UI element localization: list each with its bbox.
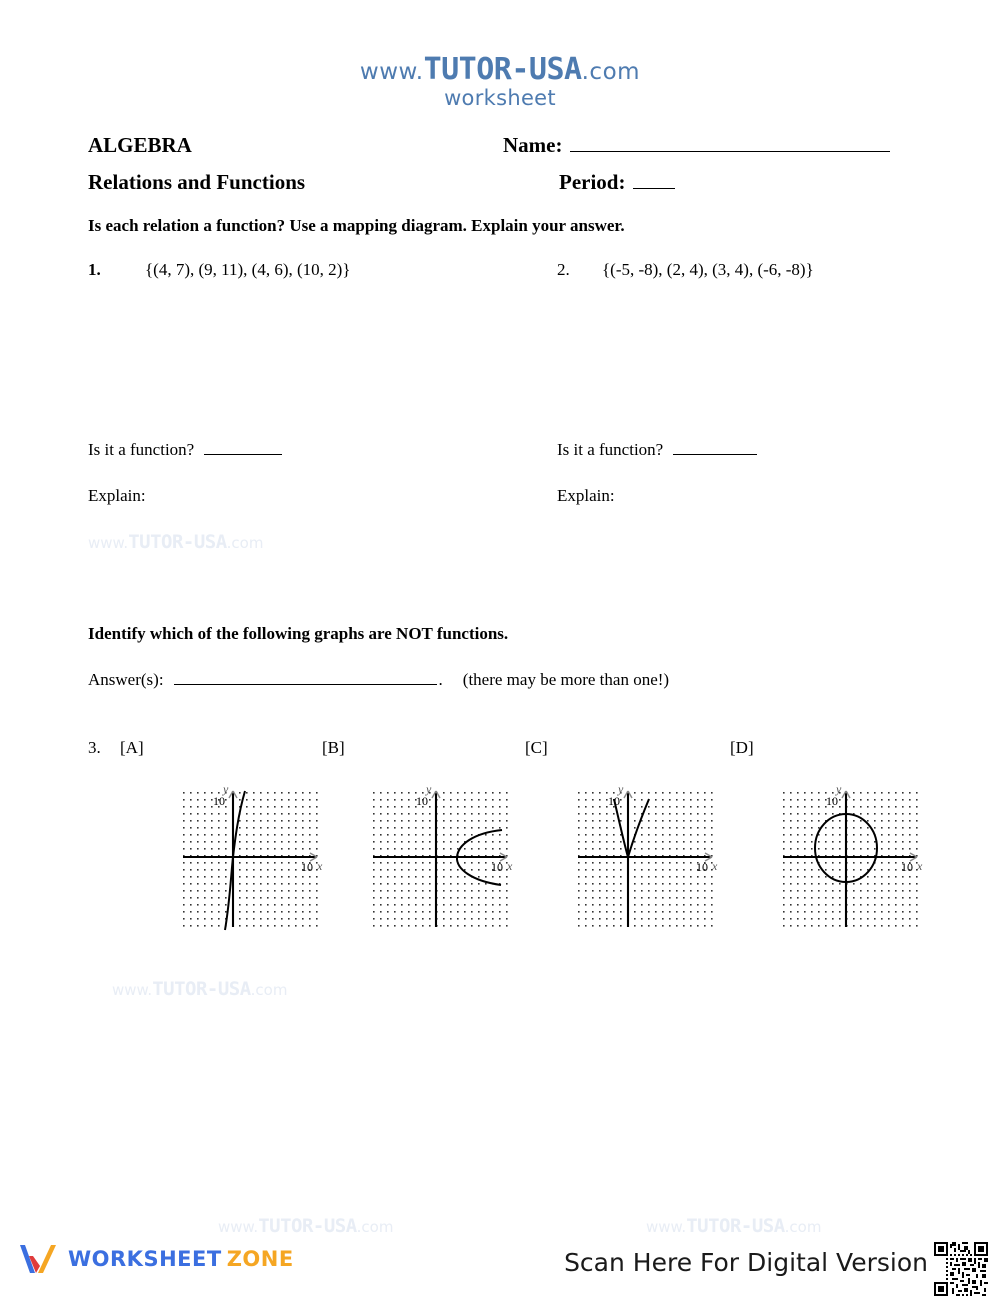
watermark-suffix-3: .com [356, 1218, 394, 1236]
problem-2-relation: {(-5, -8), (2, 4), (3, 4), (-6, -8)} [602, 260, 814, 279]
graph-c [573, 775, 723, 935]
worksheet-zone-wordmark [68, 1247, 294, 1271]
watermark-main-2: TUTOR-USA [152, 978, 251, 1000]
graph-label-d: [D] [730, 738, 754, 757]
scan-instruction-text: Scan Here For Digital Version [564, 1248, 928, 1277]
name-label: Name: [503, 133, 563, 157]
watermark-mid-lower [112, 978, 287, 1000]
worksheet-zone-logo[interactable] [18, 1242, 294, 1276]
graph-a-y-tick-label: 10 [213, 794, 225, 808]
name-field-group [503, 133, 890, 158]
logo-main: TUTOR-USA [423, 52, 582, 87]
graph-b-x-axis-label: x [507, 859, 513, 873]
graph-a-svg [178, 775, 328, 935]
graph-d-x-axis-label: x [917, 859, 923, 873]
problem-1-explain-label: Explain: [88, 486, 146, 505]
problem-2-number [557, 260, 570, 280]
problem-2-function-question [557, 440, 757, 460]
graph-label-a: [A] [120, 738, 144, 757]
watermark-suffix-4: .com [784, 1218, 822, 1236]
problem-2-answer-line[interactable] [673, 454, 757, 455]
graph-a-x-tick-label: 10 [301, 860, 313, 874]
watermark-mid-upper [88, 531, 263, 553]
problem-1-answer-line[interactable] [204, 454, 282, 455]
graph-c-y-axis-label: y [618, 782, 624, 796]
graph-d [778, 775, 928, 935]
graph-a-x-axis-label: x [317, 859, 323, 873]
watermark-prefix-2: www. [112, 981, 153, 999]
watermark-prefix-3: www. [218, 1218, 259, 1236]
answer-hint: (there may be more than one!) [462, 670, 670, 689]
problem-2-explain-label: Explain: [557, 486, 615, 505]
qr-code[interactable] [932, 1240, 990, 1298]
problem-2-question-text: Is it a function? [557, 440, 664, 459]
problem-2-num-text: 2. [557, 260, 570, 279]
problem-1-num-text: 1. [88, 260, 101, 279]
graph-a-y-axis-label: y [223, 782, 229, 796]
logo-subtitle: worksheet [444, 86, 556, 110]
problem-1-question-text: Is it a function? [88, 440, 195, 459]
graph-b [368, 775, 518, 935]
header-row-topic [88, 170, 918, 195]
wz-word-2: ZONE [226, 1247, 294, 1271]
period-input-line[interactable] [633, 188, 675, 189]
wz-word-1: WORKSHEET [68, 1247, 222, 1271]
graph-d-svg [778, 775, 928, 935]
watermark-main-3: TUTOR-USA [258, 1215, 357, 1237]
problem-1-function-question [88, 440, 282, 460]
graph-b-x-tick-label: 10 [491, 860, 503, 874]
answer-period: . [438, 670, 443, 689]
watermark-suffix: .com [226, 534, 264, 552]
answer-row [88, 670, 669, 690]
graph-b-y-tick-label: 10 [416, 794, 428, 808]
name-input-line[interactable] [570, 151, 890, 152]
graph-b-svg [368, 775, 518, 935]
footer [0, 1234, 1000, 1294]
graph-c-svg [573, 775, 723, 935]
answer-input-line[interactable] [174, 684, 437, 685]
section2-instruction: Identify which of the following graphs are NOT functions. [88, 624, 509, 643]
watermark-main-4: TUTOR-USA [686, 1215, 785, 1237]
watermark-prefix-4: www. [646, 1218, 687, 1236]
subject-title: ALGEBRA [88, 133, 192, 157]
topic-title: Relations and Functions [88, 170, 306, 194]
graph-d-x-tick-label: 10 [901, 860, 913, 874]
problem-1-relation: {(4, 7), (9, 11), (4, 6), (10, 2)} [145, 260, 351, 279]
graph-c-y-tick-label: 10 [608, 794, 620, 808]
graph-b-y-axis-label: y [426, 782, 432, 796]
logo-prefix: www. [359, 59, 424, 85]
watermark-main: TUTOR-USA [128, 531, 227, 553]
period-field-group [559, 170, 675, 195]
graph-c-x-tick-label: 10 [696, 860, 708, 874]
period-label: Period: [559, 170, 626, 194]
graph-label-c: [C] [525, 738, 548, 757]
answer-label: Answer(s): [88, 670, 164, 689]
tutor-usa-logo [0, 52, 1000, 110]
logo-suffix: .com [581, 59, 641, 85]
section1-instruction: Is each relation a function? Use a mapping diagram. Explain your answer. [88, 216, 625, 235]
graph-c-x-axis-label: x [712, 859, 718, 873]
graph-d-y-axis-label: y [836, 782, 842, 796]
worksheet-zone-mark-icon [18, 1242, 58, 1276]
graph-d-y-tick-label: 10 [826, 794, 838, 808]
qr-code-svg [932, 1240, 990, 1298]
watermark-suffix-2: .com [250, 981, 288, 999]
problem-1-number [88, 260, 101, 280]
graph-label-b: [B] [322, 738, 345, 757]
header-row-subject [88, 133, 918, 158]
problem-3-number: 3. [88, 738, 101, 757]
watermark-prefix: www. [88, 534, 129, 552]
graph-a [178, 775, 328, 935]
